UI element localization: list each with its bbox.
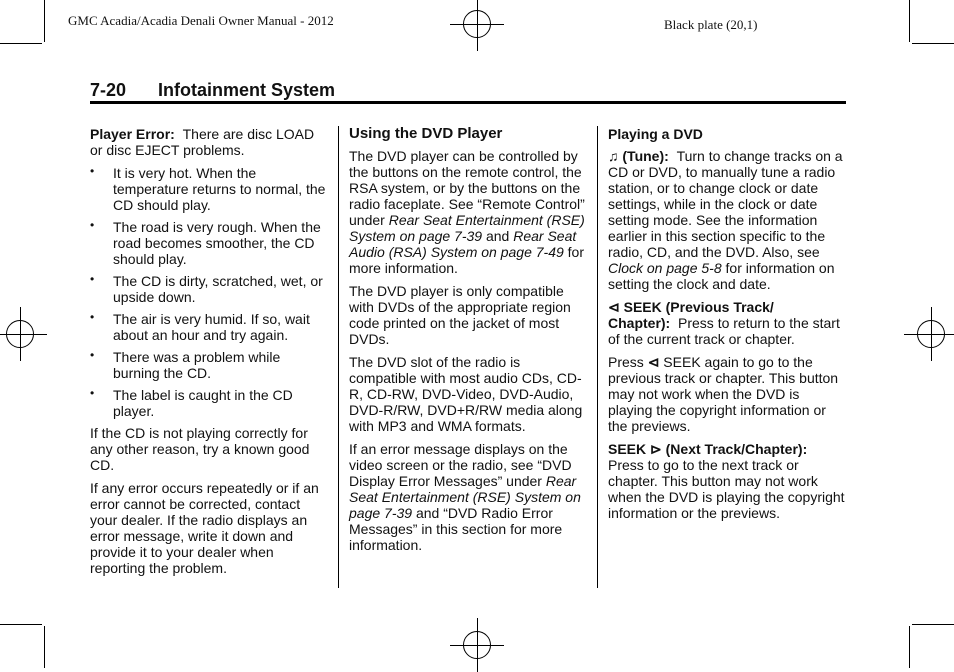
text: for more information.: [349, 244, 585, 276]
text: Turn to change tracks on a CD or DVD, to manually tune a radio station, or to change clock or date settings, while in the clock or date setting mode. See the information earlier in this section specific to the radio, CD, and the DVD. Also, see: [608, 148, 843, 260]
seek-previous-label: SEEK (Previous Track/ Chapter):: [608, 299, 774, 331]
crop-mark: [44, 0, 45, 42]
text: for information on setting the clock and date.: [608, 260, 835, 292]
list-item: • The road is very rough. When the road becomes smoother, the CD should play.: [90, 219, 328, 267]
manual-title: GMC Acadia/Acadia Denali Owner Manual - 2012: [68, 13, 334, 28]
section-title: Infotainment System: [158, 80, 336, 100]
paragraph: The DVD player is only compatible with DVDs of the appropriate region code printed on the jacket of most DVDs.: [349, 283, 571, 347]
text: If an error message displays on the video screen or the radio, see “DVD Display Error Messages” under: [349, 441, 572, 489]
player-error-paragraph: [90, 126, 328, 158]
text: Press to go to the next track or chapter. This button may not work when the DVD is playing the copyright information or the previews.: [608, 457, 845, 521]
seek-next-label: [608, 441, 807, 457]
list-item: • The CD is dirty, scratched, wet, or upside down.: [90, 273, 328, 305]
registration-mark-left: [6, 320, 34, 348]
paragraph: [349, 441, 587, 553]
cross-reference[interactable]: Clock on page 5-8: [608, 260, 722, 276]
paragraph: If the CD is not playing correctly for any other reason, try a known good CD.: [90, 425, 310, 473]
seek-previous-paragraph: [608, 299, 846, 347]
text: (Next Track/Chapter):: [661, 441, 808, 457]
registration-mark-top: [463, 10, 491, 38]
list-item: • There was a problem while burning the CD.: [90, 349, 328, 381]
tune-label: (Tune):: [622, 148, 669, 164]
paragraph: [349, 148, 587, 276]
music-note-icon: ♫: [608, 148, 619, 164]
seek-previous-icon: ⊲: [608, 299, 620, 315]
text: SEEK again to go to the previous track or chapter. This button may not work when the DVD is playing the copyright information or the previews.: [608, 354, 839, 434]
text: Press to return to the start of the current track or chapter.: [608, 315, 840, 347]
seek-next-icon: ⊳: [650, 441, 662, 457]
player-error-label: Player Error:: [90, 126, 175, 142]
text: and “DVD Radio Error Messages” in this section for more information.: [349, 505, 563, 553]
text: The DVD player can be controlled by the buttons on the remote control, the RSA system, or by the buttons on the radio faceplate. See “Remote Control” under: [349, 148, 585, 228]
paragraph: If any error occurs repeatedly or if an error cannot be corrected, contact your dealer. If the radio displays an error message, write it down and provide it to your dealer when reporting the problem.: [90, 480, 319, 576]
cross-reference[interactable]: Rear Seat Entertainment (RSE) System on page 7-39: [349, 473, 581, 521]
crop-mark: [0, 624, 42, 625]
player-error-text: There are disc LOAD or disc EJECT problems.: [90, 126, 315, 158]
header-rule: [90, 101, 846, 104]
heading-playing-dvd: Playing a DVD: [608, 126, 703, 142]
crop-mark: [912, 43, 954, 44]
text: Press: [608, 354, 648, 370]
text: SEEK: [608, 441, 651, 457]
seek-previous-icon: ⊲: [647, 354, 660, 370]
list-item: • It is very hot. When the temperature returns to normal, the CD should play.: [90, 165, 328, 213]
list-item: • The label is caught in the CD player.: [90, 387, 328, 419]
list-item: • The air is very humid. If so, wait about an hour and try again.: [90, 311, 328, 343]
cross-reference[interactable]: Rear Seat Entertainment (RSE) System on page 7-39: [349, 212, 585, 244]
seek-next-paragraph: [608, 441, 846, 521]
heading-using-dvd-player: Using the DVD Player: [349, 125, 503, 142]
error-causes-list: [90, 165, 328, 419]
registration-mark-right: [917, 320, 945, 348]
column-2: [349, 126, 587, 560]
column-divider: [597, 126, 598, 588]
paragraph: [608, 354, 846, 434]
crop-mark: [44, 626, 45, 668]
section-header: [90, 80, 335, 101]
crop-mark: [909, 0, 910, 42]
cross-reference[interactable]: Rear Seat Audio (RSA) System on page 7-49: [349, 228, 577, 260]
column-3: [608, 126, 846, 528]
column-divider: [338, 126, 339, 588]
text: and: [482, 228, 514, 244]
tune-paragraph: [608, 148, 846, 292]
plate-label: Black plate (20,1): [664, 17, 758, 32]
crop-mark: [909, 626, 910, 668]
paragraph: The DVD slot of the radio is compatible with most audio CDs, CD-R, CD-RW, DVD-Video, DVD-Audio, DVD-R/RW, DVD+R/RW media along with MP3 and WMA formats.: [349, 354, 583, 434]
registration-mark-bottom: [463, 631, 491, 659]
column-1: [90, 126, 328, 583]
page-number: 7-20: [90, 80, 127, 100]
crop-mark: [912, 624, 954, 625]
crop-mark: [0, 43, 42, 44]
